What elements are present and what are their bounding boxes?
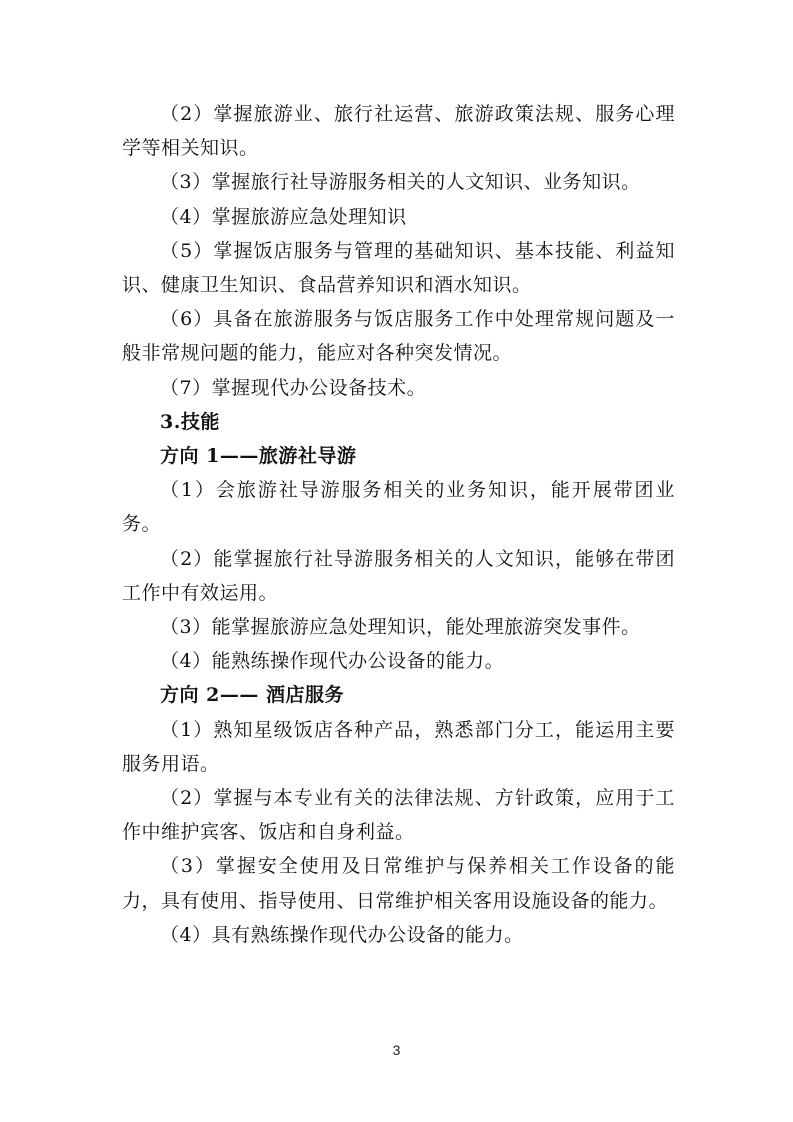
skills-heading: 3.技能 (160, 410, 220, 433)
knowledge-item-7: （7）掌握现代办公设备技术。 (160, 376, 427, 399)
knowledge-item-3: （3）掌握旅行社导游服务相关的人文知识、业务知识。 (160, 171, 641, 194)
knowledge-item-2: （2）掌握旅游业、旅行社运营、旅游政策法规、服务心理学等相关知识。 (122, 103, 675, 160)
knowledge-item-5: （5）掌握饭店服务与管理的基础知识、基本技能、利益知识、健康卫生知识、食品营养知识和酒水知识。 (122, 239, 675, 297)
knowledge-item-6: （6）具备在旅游服务与饭店服务工作中处理常规问题及一般非常规问题的能力，能应对各种突发情况。 (122, 308, 675, 365)
direction-2-item-1: （1）熟知星级饭店各种产品，熟悉部门分工，能运用主要服务用语。 (122, 718, 675, 775)
direction-1-item-4: （4）能熟练操作现代办公设备的能力。 (160, 650, 505, 673)
direction-1-heading: 方向 1——旅游社导游 (160, 445, 357, 468)
page-number: 3 (392, 1042, 401, 1058)
knowledge-item-4: （4）掌握旅游应急处理知识 (160, 205, 407, 228)
page-body (122, 97, 675, 952)
direction-2-item-2: （2）掌握与本专业有关的法律法规、方针政策，应用于工作中维护宾客、饭店和自身利益。 (122, 787, 675, 844)
direction-1-item-3: （3）能掌握旅游应急处理知识，能处理旅游突发事件。 (160, 616, 641, 639)
direction-1-item-2: （2）能掌握旅行社导游服务相关的人文知识，能够在带团工作中有效运用。 (122, 547, 675, 604)
direction-2-item-4: （4）具有熟练操作现代办公设备的能力。 (160, 923, 524, 946)
direction-2-item-3: （3）掌握安全使用及日常维护与保养相关工作设备的能力，具有使用、指导使用、日常维护相关客用设施设备的能力。 (122, 855, 675, 912)
direction-2-heading: 方向 2—— 酒店服务 (160, 684, 344, 707)
direction-1-item-1: （1）会旅游社导游服务相关的业务知识，能开展带团业务。 (122, 479, 675, 536)
